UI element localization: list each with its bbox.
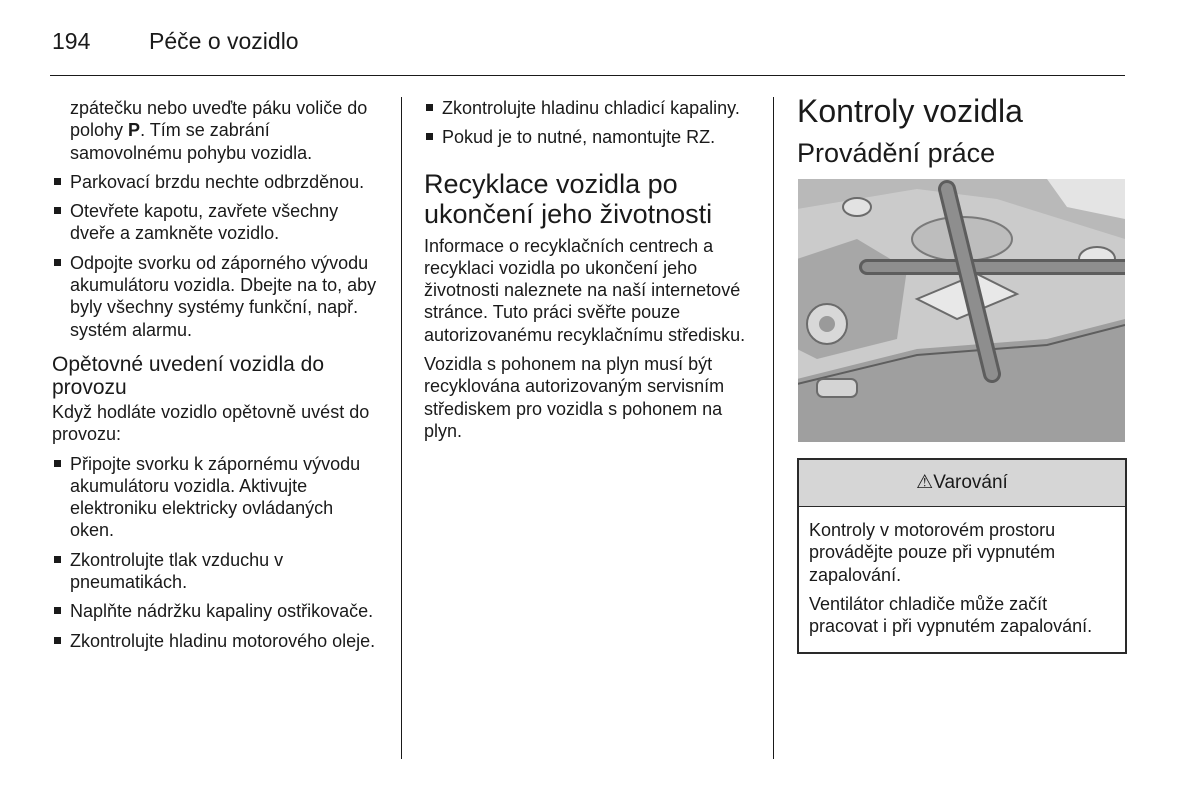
sub-intro: Když hodláte vozidlo opětovně uvést do provozu: [52,401,370,445]
bullet-icon [54,556,61,563]
header-rule [50,75,1125,76]
bullet-icon [54,460,61,467]
column-divider [773,97,774,759]
page-number: 194 [52,28,91,54]
list-item: Pokud je to nutné, namontujte RZ. [424,126,754,148]
bullet-icon [54,178,61,185]
paragraph: Vozidla s pohonem na plyn musí být recyklována autorizovaným servisním střediskem pro vozidla s pohonem na plyn. [424,354,725,441]
warning-box [797,458,1127,654]
column-divider [401,97,402,759]
bullet-icon [54,259,61,266]
engine-bay-drawing [797,179,1125,442]
warning-triangle-icon: ⚠ [916,472,934,493]
intro-paragraph: zpátečku nebo uveďte páku voliče do polohy P. Tím se zabrání samovolnému pohybu vozidla. [70,98,368,163]
bullet-icon [426,133,433,140]
warning-header [799,460,1125,507]
page-subtitle: Provádění práce [797,138,996,168]
list-item: Parkovací brzdu nechte odbrzděnou. [52,171,382,193]
bullet-icon [426,104,433,111]
bullet-icon [54,607,61,614]
warning-paragraph: Ventilátor chladiče může začít pracovat i při vypnutém zapalování. [809,593,1093,637]
gear-position: P [128,120,141,141]
warning-label: Varování [933,472,1008,493]
warning-paragraph: Kontroly v motorovém prostoru provádějte pouze při vypnutém zapalování. [809,520,1056,585]
list-item: Zkontrolujte tlak vzduchu v pneumatikách. [52,549,382,594]
list-item: Otevřete kapotu, zavřete všechny dveře a zamkněte vozidlo. [52,200,382,245]
engine-bay-illustration [797,179,1125,442]
warning-body [799,507,1125,652]
column-3 [797,93,1127,654]
bullet-icon [54,637,61,644]
column-1 [52,97,382,659]
paragraph: Informace o recyklačních centrech a recyklaci vozidla po ukončení jeho životnosti naleznete na naší internetové stránce. Tuto práci svěřte pouze autorizovanému recyklačnímu středisku. [424,235,746,345]
bullet-icon [54,207,61,214]
column-2 [424,97,754,449]
subheading: Opětovné uvedení vozidla do provozu [52,352,325,399]
list-item: Zkontrolujte hladinu chladicí kapaliny. [424,97,754,119]
list-item: Naplňte nádržku kapaliny ostřikovače. [52,600,382,622]
section-heading: Recyklace vozidla po ukončení jeho životnosti [424,168,713,229]
list-item: Odpojte svorku od záporného vývodu akumulátoru vozidla. Dbejte na to, aby byly všechny systémy funkční, např. systém alarmu. [52,252,382,341]
page-title: Kontroly vozidla [797,93,1023,129]
section-title: Péče o vozidlo [149,28,299,54]
list-item: Připojte svorku k zápornému vývodu akumulátoru vozidla. Aktivujte elektroniku elektricky ovládaných oken. [52,453,382,542]
list-item: Zkontrolujte hladinu motorového oleje. [52,630,382,652]
